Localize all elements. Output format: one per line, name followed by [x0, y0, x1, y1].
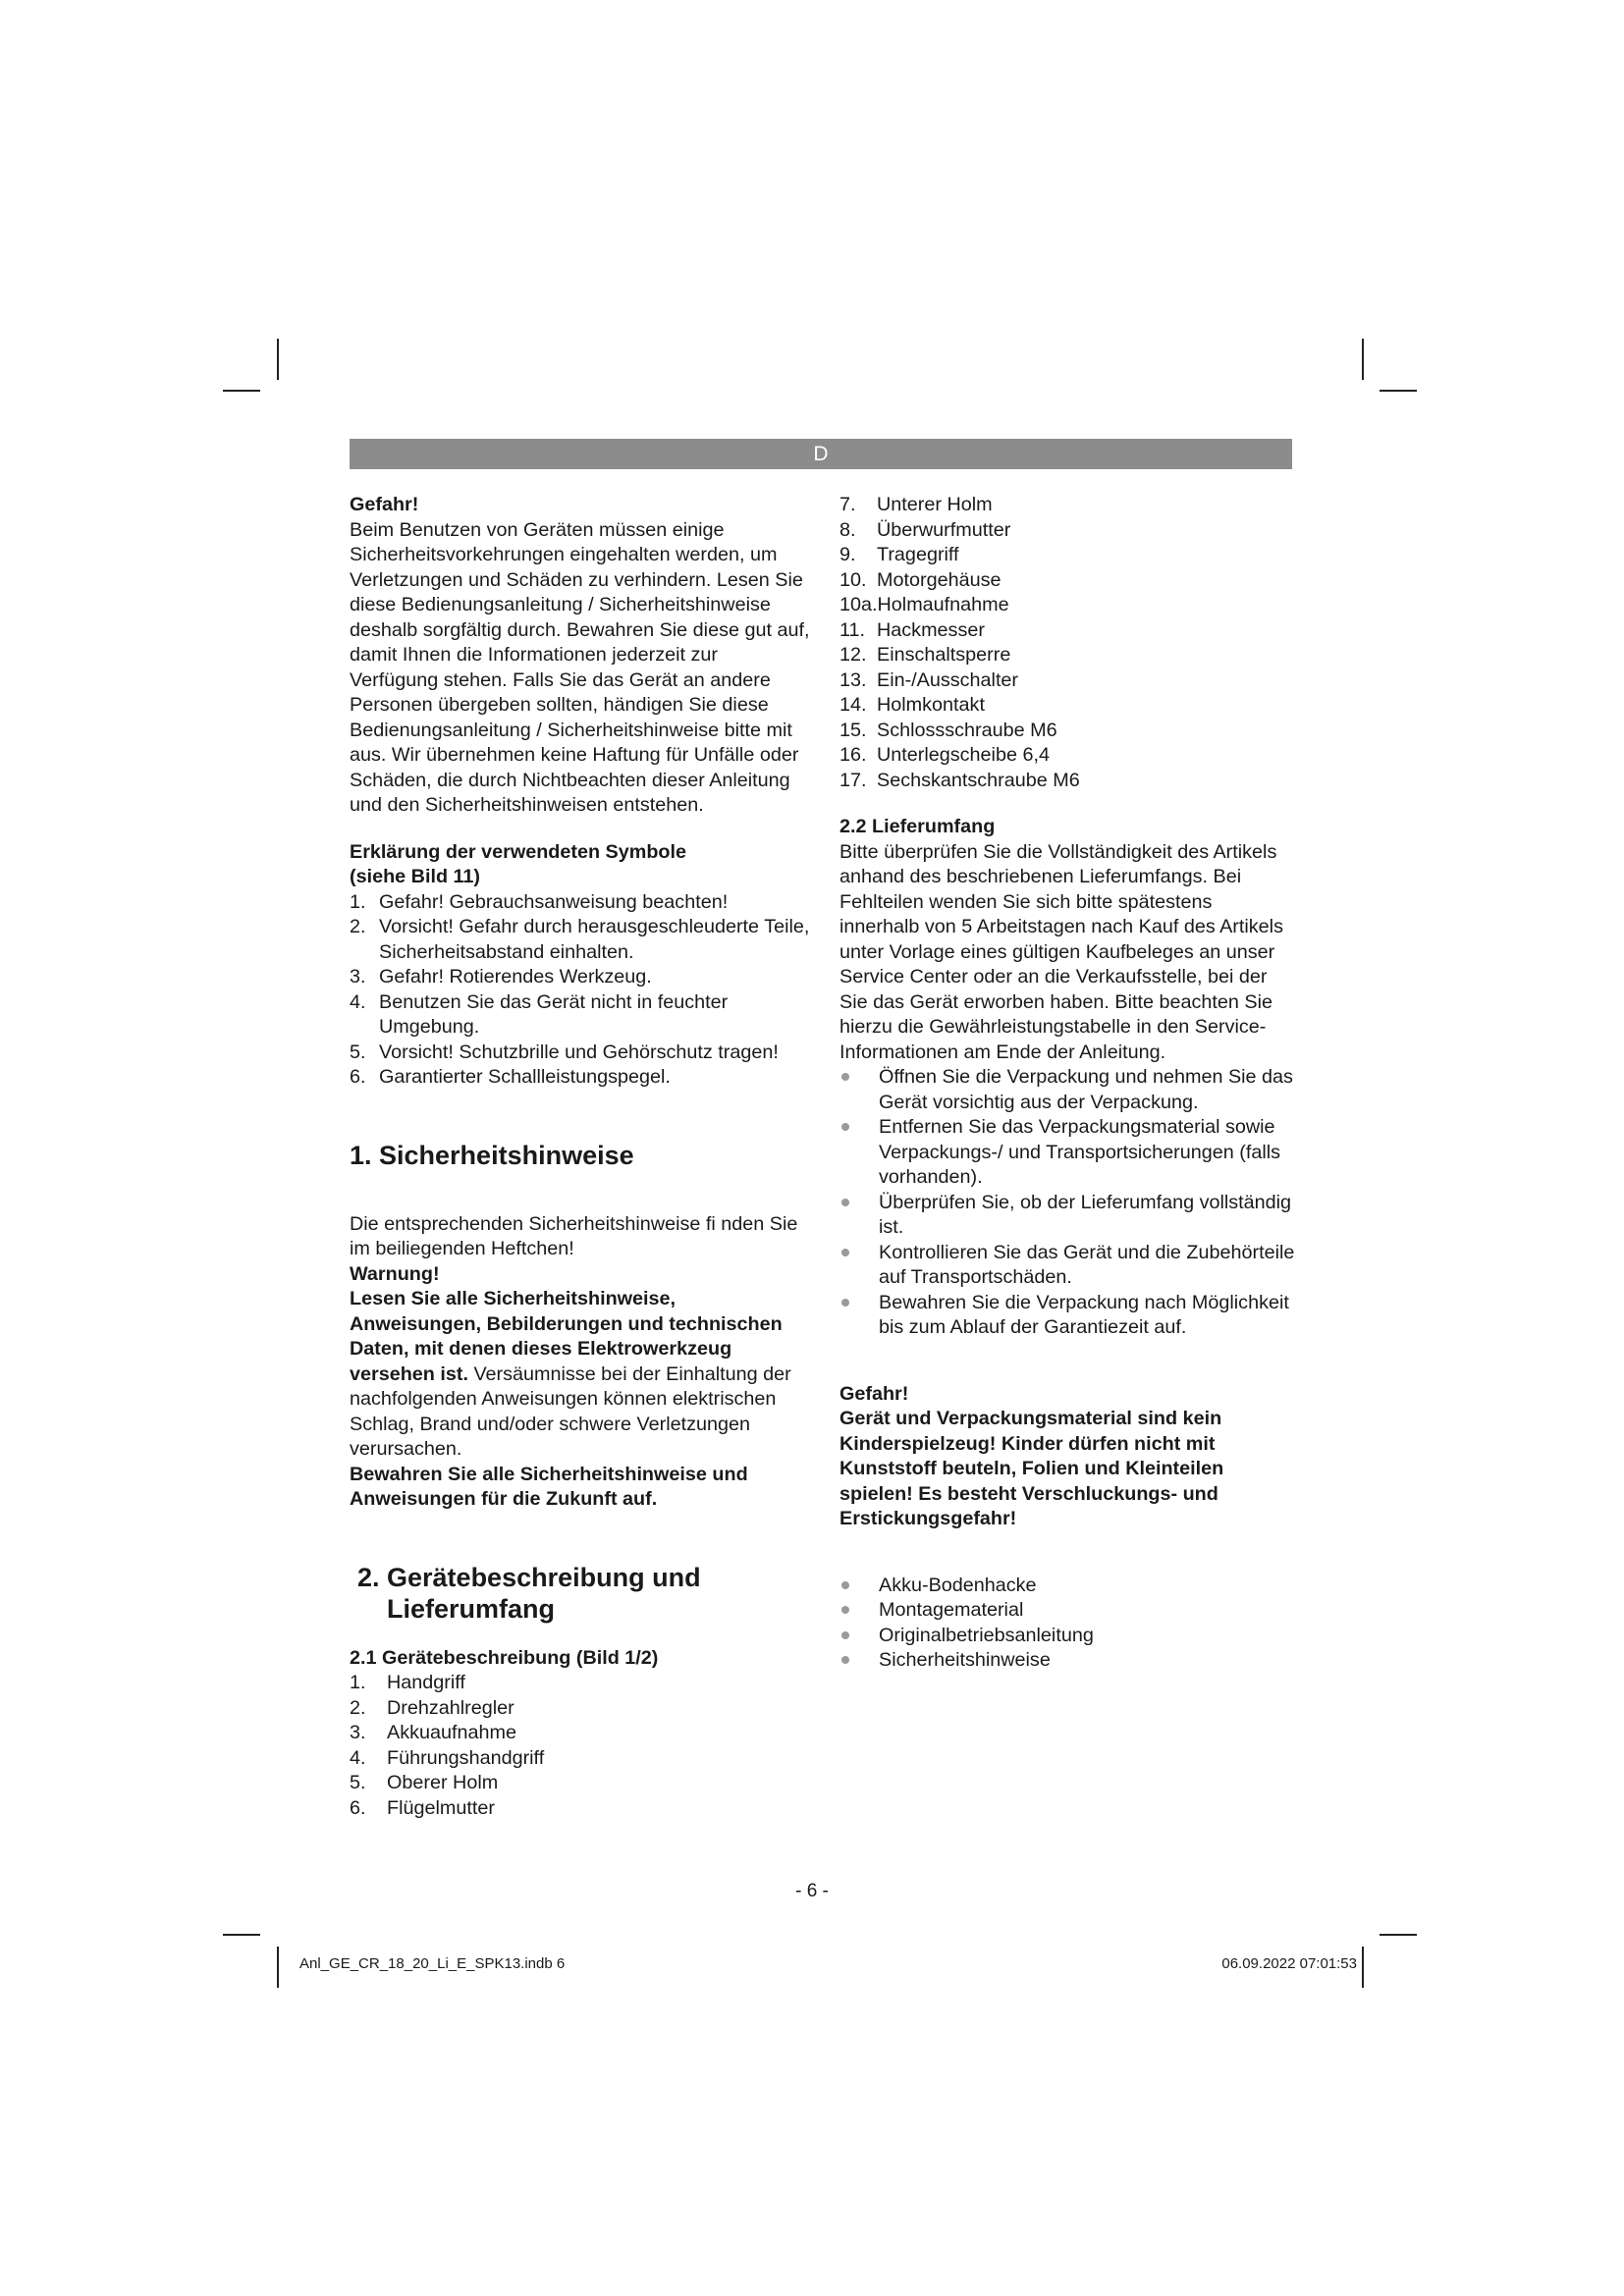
crop-mark: [1362, 1947, 1364, 1988]
list-item: 8. Überwurfmutter: [839, 518, 1011, 541]
warning-label: Warnung!: [350, 1262, 440, 1285]
crop-mark: [223, 1934, 260, 1936]
warning-paragraph: [350, 1287, 811, 1463]
list-item: 3. Gefahr! Rotierendes Werkzeug.: [350, 966, 652, 988]
list-item: 15. Schlossschraube M6: [839, 719, 1057, 741]
sub21-title: 2.1 Gerätebeschreibung (Bild 1/2): [350, 1646, 659, 1669]
list-item: 1. Handgriff: [350, 1672, 465, 1693]
list-item: 6. Flügelmutter: [350, 1796, 495, 1819]
list-item: 4. Benutzen Sie das Gerät nicht in feuchter Umgebung.: [350, 990, 729, 1038]
danger-text-right: Gerät und Verpackungsmaterial sind kein Kinderspielzeug! Kinder dürfen nicht mit Kunststoff beuteln, Folien und Kleinteilen spielen! Es besteht Verschluckungs- und Erstickungsgefahr!: [839, 1408, 1224, 1529]
right-column: [839, 493, 1296, 1674]
bullet-icon: [841, 1631, 849, 1639]
list-item: 10. Motorgehäuse: [839, 568, 1001, 591]
warning-bold: Lesen Sie alle Sicherheitshinweise, Anweisungen, Bebilderungen und technischen Daten, mit denen dieses Elektrowerkzeug versehen ist.: [350, 1288, 783, 1385]
page-number: - 6 -: [795, 1881, 829, 1901]
section1-title: 1. Sicherheitshinweise: [350, 1140, 634, 1170]
crop-mark: [277, 1947, 279, 1988]
keep-text: Bewahren Sie alle Sicherheitshinweise und Anweisungen für die Zukunft auf.: [350, 1463, 748, 1510]
list-item: Entfernen Sie das Verpackungsmaterial sowie Verpackungs-/ und Transportsicherungen (falls vorhanden).: [839, 1115, 1296, 1191]
parts-list-left: [350, 1671, 811, 1821]
list-item: 14. Holmkontakt: [839, 694, 985, 716]
list-item: 10a. Holmaufnahme: [839, 594, 1009, 615]
list-item: 2. Vorsicht! Gefahr durch herausgeschleuderte Teile, Sicherheitsabstand einhalten.: [350, 916, 810, 963]
contents-list: [839, 1574, 1296, 1674]
list-item: Öffnen Sie die Verpackung und nehmen Sie das Gerät vorsichtig aus der Verpackung.: [839, 1065, 1296, 1115]
section-header-bar: [350, 439, 1292, 469]
list-item: Kontrollieren Sie das Gerät und die Zubehörteile auf Transportschäden.: [839, 1241, 1296, 1291]
list-item: 1. Gefahr! Gebrauchsanweisung beachten!: [350, 890, 729, 913]
list-item: Bewahren Sie die Verpackung nach Möglichkeit bis zum Ablauf der Garantiezeit auf.: [839, 1291, 1296, 1341]
crop-mark: [1362, 339, 1364, 380]
crop-mark: [1380, 1934, 1417, 1936]
bullet-icon: [841, 1249, 849, 1256]
left-column: [350, 493, 811, 1821]
bullet-icon: [841, 1606, 849, 1614]
list-item: 12. Einschaltsperre: [839, 644, 1011, 666]
sub22-title: 2.2 Lieferumfang: [839, 816, 996, 837]
list-item: 16. Unterlegscheibe 6,4: [839, 744, 1050, 766]
list-item: 6. Garantierter Schallleistungspegel.: [350, 1066, 671, 1088]
section2-title: 2. Gerätebeschreibung und Lieferumfang: [357, 1562, 701, 1624]
symbols-title: Erklärung der verwendeten Symbole: [350, 840, 686, 863]
bullet-icon: [841, 1123, 849, 1131]
bullet-icon: [841, 1299, 849, 1307]
steps-list: [839, 1065, 1296, 1341]
crop-mark: [277, 339, 279, 380]
section-letter: D: [813, 443, 829, 465]
list-item: 5. Oberer Holm: [350, 1772, 499, 1793]
symbols-subtitle: (siehe Bild 11): [350, 866, 481, 887]
crop-mark: [223, 390, 260, 392]
parts-list-right: [839, 493, 1296, 793]
timestamp: 06.09.2022 07:01:53: [1221, 1955, 1357, 1972]
crop-mark: [1380, 390, 1417, 392]
bullet-icon: [841, 1073, 849, 1081]
list-item: Sicherheitshinweise: [839, 1648, 1296, 1674]
warning-text: Versäumnisse bei der Einhaltung der nachfolgenden Anweisungen können elektrischen Schlag, Brand und/oder schwere Verletzungen verursachen.: [350, 1362, 791, 1460]
list-item: 7. Unterer Holm: [839, 494, 993, 515]
list-item: Montagematerial: [839, 1598, 1296, 1624]
danger-title-right: Gefahr!: [839, 1382, 909, 1405]
list-item: Originalbetriebsanleitung: [839, 1624, 1296, 1649]
danger-title: Gefahr!: [350, 494, 419, 515]
list-item: 9. Tragegriff: [839, 544, 959, 565]
bullet-icon: [841, 1581, 849, 1589]
list-item: 5. Vorsicht! Schutzbrille und Gehörschutz tragen!: [350, 1041, 779, 1063]
list-item: 13. Ein-/Ausschalter: [839, 668, 1019, 691]
symbols-list: [350, 890, 811, 1091]
bullet-icon: [841, 1199, 849, 1206]
section1-intro: Die entsprechenden Sicherheitshinweise fi nden Sie im beiliegenden Heftchen!: [350, 1212, 798, 1259]
list-item: Akku-Bodenhacke: [839, 1574, 1296, 1599]
bullet-icon: [841, 1656, 849, 1664]
list-item: Überprüfen Sie, ob der Lieferumfang vollständig ist.: [839, 1191, 1296, 1241]
list-item: 17. Sechskantschraube M6: [839, 769, 1080, 791]
list-item: 11. Hackmesser: [839, 618, 985, 641]
danger-text: Beim Benutzen von Geräten müssen einige Sicherheitsvorkehrungen eingehalten werden, um Verletzungen und Schäden zu verhindern. Lesen Sie diese Bedienungsanleitung / Sicherheitshinweise deshalb sorgfältig durch. Bewahren Sie diese gut auf, damit Ihnen die Informationen jederzeit zur Verfügung stehen. Falls Sie das Gerät an andere Personen übergeben sollten, händigen Sie diese Bedienungsanleitung / Sicherheitshinweise bitte mit aus. Wir übernehmen keine Haftung für Unfälle oder Schäden, die durch Nichtbeachten dieser Anleitung und den Sicherheitshinweisen entstehen.: [350, 518, 810, 816]
sub22-text: Bitte überprüfen Sie die Vollständigkeit des Artikels anhand des beschriebenen Lieferumfangs. Bei Fehlteilen wenden Sie sich bitte spätestens innerhalb von 5 Arbeitstagen nach Kauf des Artikels unter Vorlage eines gültigen Kaufbeleges an unser Service Center oder an die Verkaufsstelle, bei der Sie das Gerät erworben haben. Bitte beachten Sie hierzu die Gewährleistungstabelle in den Service-Informationen am Ende der Anleitung.: [839, 840, 1283, 1063]
list-item: 4. Führungshandgriff: [350, 1746, 545, 1769]
list-item: 2. Drehzahlregler: [350, 1696, 514, 1719]
list-item: 3. Akkuaufnahme: [350, 1722, 516, 1743]
file-name: Anl_GE_CR_18_20_Li_E_SPK13.indb 6: [299, 1955, 566, 1972]
